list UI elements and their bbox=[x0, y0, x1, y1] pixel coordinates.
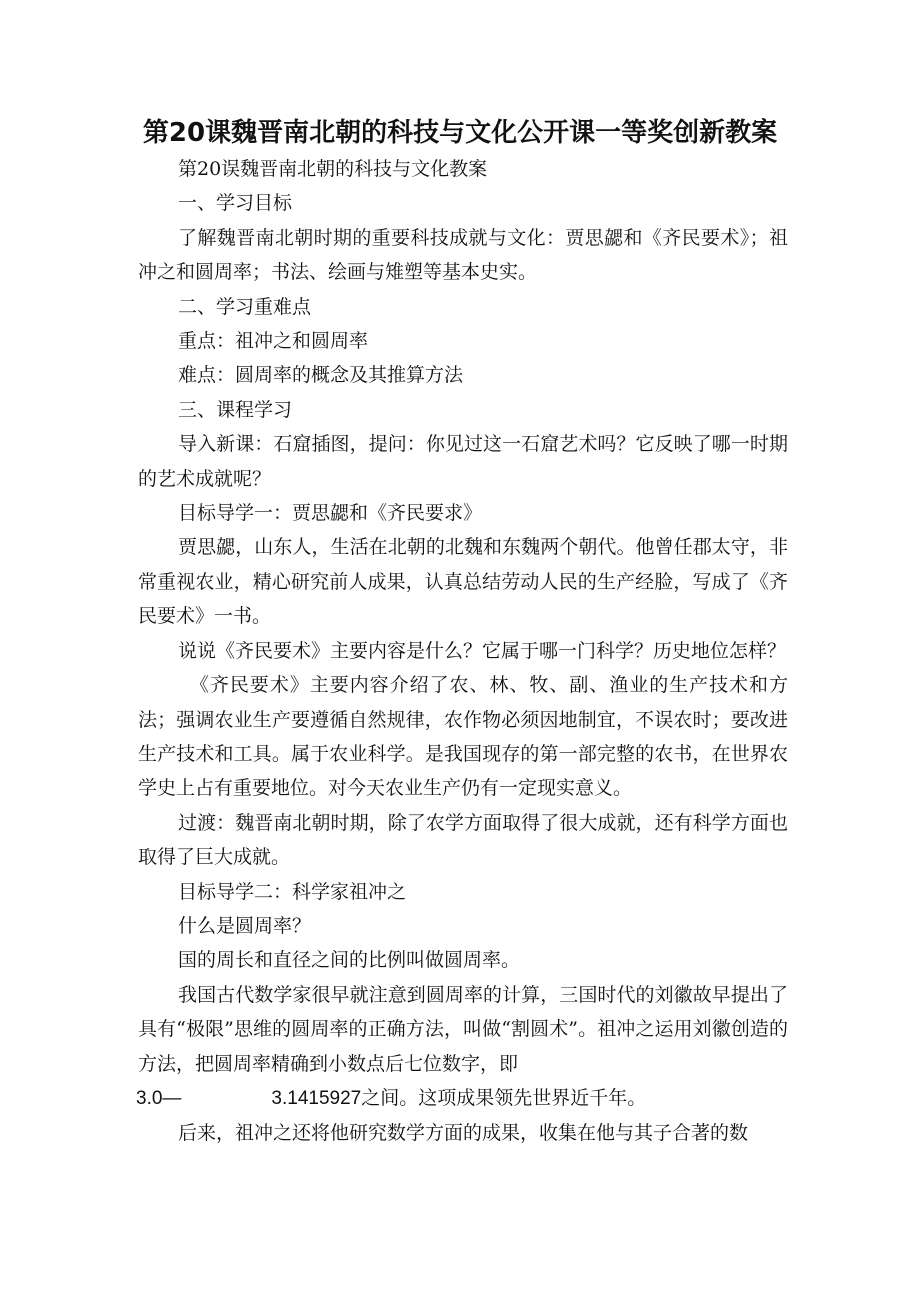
paragraph-difficult-point: 难点：圆周率的概念及其推算方法 bbox=[178, 364, 464, 387]
paragraph-key-point: 重点：祖冲之和圆周率 bbox=[178, 330, 369, 353]
document-body bbox=[138, 152, 788, 1151]
paragraph-objectives: 了解魏晋南北朝时期的重要科技成就与文化：贾思勰和《齐民要术》；祖冲之和圆周率；书法、绘画与雉塑等基本史实。 bbox=[138, 226, 788, 284]
paragraph-what-is-pi: 什么是圆周率？ bbox=[178, 914, 312, 937]
pi-range-end: 3.1415927 bbox=[271, 1087, 362, 1109]
section-heading-key-points: 二、学习重难点 bbox=[178, 295, 312, 318]
pi-range-start: 3.0— bbox=[136, 1087, 182, 1109]
paragraph-pi-range bbox=[136, 1081, 788, 1116]
heading-goal-two: 目标导学二：科学家祖冲之 bbox=[178, 880, 407, 903]
section-heading-objectives: 一、学习目标 bbox=[178, 192, 293, 215]
paragraph-qimin-yaoshu: 《齐民要术》主要内容介绍了农、林、牧、副、渔业的生产技术和方法；强调农业生产要遵循自然规律，农作物必须因地制宜，不误农时；要改进生产技术和工具。属于农业科学。是我国现存的第一部完整的农书，在世界农学史上占有重要地位。对今天农业生产仍有一定现实意义。 bbox=[138, 674, 788, 800]
pi-range-rest: 之间。这项成果领先世界近千年。 bbox=[361, 1086, 647, 1109]
paragraph-question: 说说《齐民要术》主要内容是什么？它属于哪一门科学？历史地位怎样？ bbox=[178, 639, 787, 662]
lesson-subtitle: 第20误魏晋南北朝的科技与文化教案 bbox=[178, 158, 488, 180]
heading-goal-one: 目标导学一：贾思勰和《齐民要求》 bbox=[178, 502, 483, 525]
paragraph-introduction: 导入新课：石窟插图，提问：你见过这一石窟艺术吗？它反映了哪一时期的艺术成就呢？ bbox=[138, 433, 788, 490]
paragraph-later-work: 后来，祖冲之还将他研究数学方面的成果，收集在他与其子合著的数 bbox=[178, 1122, 749, 1145]
paragraph-pi-definition: 国的周长和直径之间的比例叫做圆周率。 bbox=[178, 949, 521, 972]
document-title: 第20课魏晋南北朝的科技与文化公开课一等奖创新教案 bbox=[142, 118, 778, 148]
paragraph-transition: 过渡：魏晋南北朝时期，除了农学方面取得了很大成就，还有科学方面也取得了巨大成就。 bbox=[138, 811, 788, 869]
paragraph-liu-hui: 我国古代数学家很早就注意到圆周率的计算，三国时代的刘徽故早提出了具有“极限”思维的圆周率的正确方法，叫做“割圆术”。祖冲之运用刘徽创造的方法，把圆周率精确到小数点后七位数字，即 bbox=[138, 983, 788, 1075]
paragraph-jia-sixie: 贾思勰，山东人，生活在北朝的北魏和东魏两个朝代。他曾任郡太守，非常重视农业，精心研究前人成果，认真总结劳动人民的生产经脸，写成了《齐民要术》一书。 bbox=[138, 536, 788, 628]
section-heading-course: 三、课程学习 bbox=[178, 398, 293, 421]
